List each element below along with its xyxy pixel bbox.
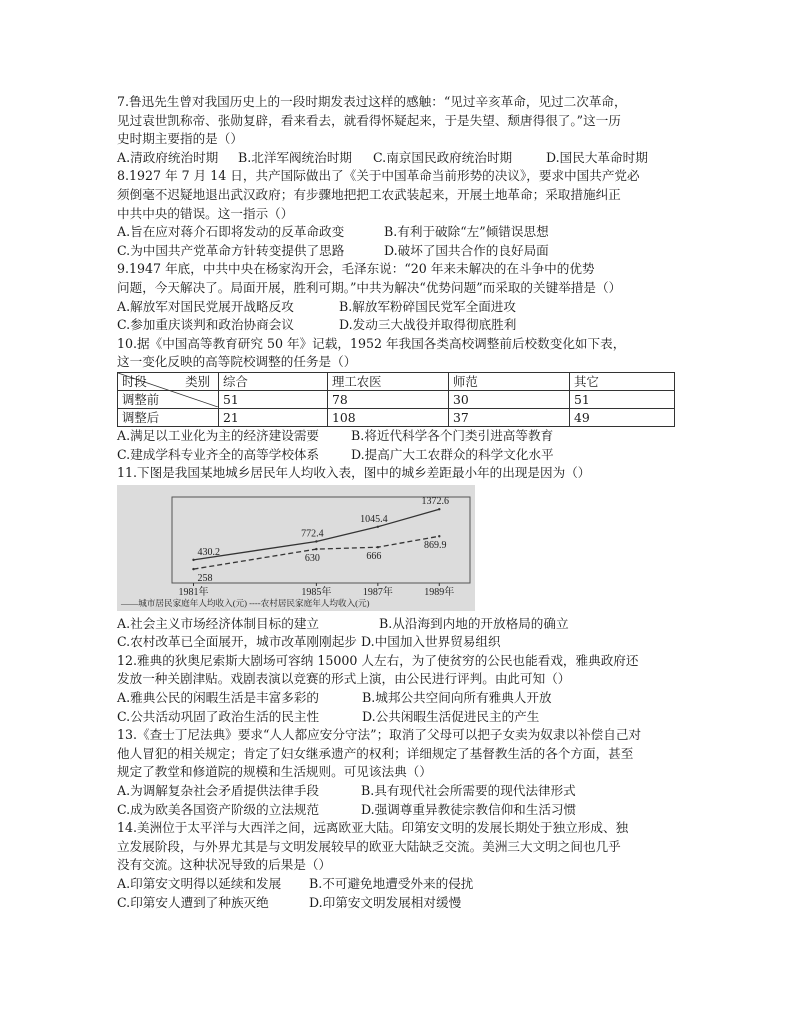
q9-option-c[interactable]: C.参加重庆谈判和政治协商会议 [117,317,294,333]
q9-option-d[interactable]: D.发动三大战役并取得彻底胜利 [339,317,517,333]
q12-option-c[interactable]: C.公共活动巩固了政治生活的民主性 [117,708,320,724]
q12-options-row-1 [117,689,682,708]
rural-income-label: 630 [304,552,320,564]
corner-top-label: 类别 [185,373,210,389]
q9-options-row-1 [117,298,682,317]
q10-stem-line-2: 这一变化反映的高等院校调整的任务是（） [117,354,357,370]
q13-options-row-1 [117,782,682,801]
rural-income-point [438,535,440,537]
q8-option-c[interactable]: C.为中国共产党革命方针转变提供了思路 [117,242,345,258]
table-header-cell: 综合 [219,372,328,390]
q14-option-c[interactable]: C.印第安人遭到了种族灭绝 [117,894,269,910]
table-cell: 51 [570,390,675,408]
table-cell: 37 [449,408,570,426]
table-header-row [118,372,675,390]
q10-option-d[interactable]: D.提高广大工农群众的科学文化水平 [351,446,554,462]
q13-option-a[interactable]: A.为调解复杂社会矛盾提供法律手段 [117,783,320,799]
question-9 [117,260,682,334]
q13-option-d[interactable]: D.强调尊重异教徒宗教信仰和生活习惯 [361,801,577,817]
q7-options [117,149,682,168]
q7-stem-line-3: 史时期主要指的是（） [117,131,243,147]
table-cell: 30 [449,390,570,408]
table-header-cell: 理工农医 [328,372,449,390]
q9-stem-line-2: 问题，今天解决了。局面开展，胜利可期。”中共为解决“优势问题”而采取的关键举措是（） [117,279,622,295]
rural-income-point [315,548,317,550]
q12-option-a[interactable]: A.雅典公民的闲暇生活是丰富多彩的 [117,690,320,706]
q11-option-b[interactable]: B.从沿海到内地的开放格局的确立 [379,615,569,631]
q7-option-a[interactable]: A.清政府统治时期 [117,149,219,165]
q11-stem-line-1: 11.下图是我国某地城乡居民年人均收入表，图中的城乡差距最小年的出现是因为（） [117,465,591,481]
q11-option-a[interactable]: A.社会主义市场经济体制目标的建立 [117,615,320,631]
q13-option-b[interactable]: B.具有现代社会所需要的现代法律形式 [361,783,576,799]
q9-options-row-2 [117,316,682,335]
table-cell: 51 [219,390,328,408]
question-12 [117,652,682,726]
q12-option-d[interactable]: D.公共闲暇生活促进民主的产生 [362,708,540,724]
rural-income-label: 666 [366,550,382,562]
question-10 [117,335,682,464]
q12-option-b[interactable]: B.城邦公共空间向所有雅典人开放 [362,690,552,706]
urban-income-point [377,525,379,527]
urban-income-point [315,540,317,542]
q9-option-a[interactable]: A.解放军对国民党展开战略反攻 [117,298,294,314]
q8-stem-line-3: 中共中央的错误。这一指示（） [117,205,294,221]
rural-income-label: 258 [197,572,213,584]
q10-table [117,372,675,427]
corner-bottom-label: 时段 [122,373,147,389]
exam-page [117,93,682,912]
q14-options-row-1 [117,875,682,894]
q11-option-c[interactable]: C.农村改革已全面展开，城市改革刚刚起步 [117,634,357,650]
table-cell: 78 [328,390,449,408]
q11-options-row-1 [117,615,682,634]
urban-income-label: 1372.6 [421,495,450,507]
q8-options-row-2 [117,242,682,261]
question-14 [117,819,682,912]
question-11 [117,464,682,652]
q14-stem-line-3: 没有交流。这种状况导致的后果是（） [117,857,332,873]
q11-options-row-2 [117,633,682,652]
q8-stem-line-2: 须倒毫不迟疑地退出武汉政府；有步骤地把把工农武装起来，开展土地革命；采取措施纠正 [117,186,621,202]
q9-option-b[interactable]: B.解放军粉碎国民党军全面进攻 [339,298,516,314]
urban-income-label: 772.4 [301,528,324,540]
q7-option-b[interactable]: B.北洋军阀统治时期 [238,149,353,165]
urban-income-label: 1045.4 [360,513,388,525]
table-header-cell: 师范 [449,372,570,390]
income-chart-svg [117,485,475,611]
table-cell: 108 [328,408,449,426]
q13-stem-line-2: 他人冒犯的相关规定；肯定了妇女继承遗产的权利；详细规定了基督教生活的各个方面，甚至 [117,745,634,761]
urban-income-point [438,508,440,510]
q13-options-row-2 [117,801,682,820]
q7-option-d[interactable]: D.国民大革命时期 [546,149,648,165]
q10-options-row-1 [117,427,682,446]
table-row [118,408,675,426]
question-7 [117,93,682,167]
q8-option-b[interactable]: B.有利于破除“左”倾错误思想 [384,224,549,240]
q12-stem-line-2: 发放一种关剧津贴。戏剧表演以竞赛的形式上演，由公民进行评判。由此可知（） [117,671,571,687]
table-header-cell: 其它 [570,372,675,390]
table-row-label: 调整后 [118,408,219,426]
q14-stem-line-2: 立发展阶段，与外界尤其是与文明发展较早的欧亚大陆缺乏交流。美洲三大文明之间也几乎 [117,838,621,854]
x-axis-tick-label: 1985年 [301,586,332,598]
question-13 [117,726,682,819]
q7-stem-line-1: 7.鲁迅先生曾对我国历史上的一段时期发表过这样的感触：“见过辛亥革命，见过二次革命， [117,94,627,109]
q14-stem-line-1: 14.美洲位于太平洋与大西洋之间，远离欧亚大陆。印第安文明的发展长期处于独立形成、独 [117,820,629,836]
x-axis-tick-label: 1987年 [362,586,393,598]
q10-stem-line-1: 10.据《中国高等教育研究 50 年》记载，1952 年我国各类高校调整前后校数变化如下表， [117,335,626,351]
q13-stem-line-1: 13.《查士丁尼法典》要求“人人都应安分守法”；取消了父母可以把子女卖为奴隶以补偿自己对 [117,727,642,743]
q12-options-row-2 [117,708,682,727]
table-cell: 49 [570,408,675,426]
q10-option-c[interactable]: C.建成学科专业齐全的高等学校体系 [117,446,320,462]
x-axis-tick-label: 1981年 [178,586,209,598]
q10-option-a[interactable]: A.满足以工业化为主的经济建设需要 [117,427,320,443]
q10-options-row-2 [117,446,682,465]
q14-option-b[interactable]: B.不可避免地遭受外来的侵扰 [309,876,474,891]
q9-stem-line-1: 9.1947 年底，中共中央在杨家沟开会，毛泽东说：“20 年来未解决的在斗争中的优势 [117,261,595,277]
q11-option-d[interactable]: D.中国加入世界贸易组织 [361,634,501,650]
q14-option-a[interactable]: A.印第安文明得以延续和发展 [117,876,282,891]
rural-income-label: 869.9 [424,539,447,551]
q8-option-a[interactable]: A.旨在应对蒋介石即将发动的反革命政变 [117,224,345,240]
q12-stem-line-1: 12.雅典的狄奥尼索斯大剧场可容纳 15000 人左右，为了使贫穷的公民也能看戏，雅典政府还 [117,652,639,668]
q14-option-d[interactable]: D.印第安文明发展相对缓慢 [309,894,462,910]
question-8 [117,167,682,260]
table-corner-cell [118,372,219,390]
q14-options-row-2 [117,894,682,913]
table-row-label: 调整前 [118,390,219,408]
q7-option-c[interactable]: C.南京国民政府统治时期 [373,149,513,165]
income-line-chart [117,485,475,611]
rural-income-point [192,568,194,570]
q8-option-d[interactable]: D.破坏了国共合作的良好局面 [384,242,549,258]
q8-options-row-1 [117,223,682,242]
urban-income-point [192,558,194,560]
table-cell: 21 [219,408,328,426]
x-axis-tick-label: 1989年 [424,586,455,598]
chart-legend: ——城市居民家庭年人均收入(元) ----农村居民家庭年人均收入(元) [121,597,370,608]
q7-stem-line-2: 见过袁世凯称帝、张勋复辟，看来看去，就看得怀疑起来，于是失望、颓唐得很了。”这一历 [117,112,621,128]
q13-stem-line-3: 规定了教堂和修道院的规模和生活规则。可见该法典（） [117,764,432,780]
q13-option-c[interactable]: C.成为欧美各国资产阶级的立法规范 [117,801,320,817]
q8-stem-line-1: 8.1927 年 7 月 14 日，共产国际做出了《关于中国革命当前形势的决议》，要求中国共产党必 [117,168,640,184]
urban-income-label: 430.2 [197,546,221,558]
q10-option-b[interactable]: B.将近代科学各个门类引进高等教育 [351,427,554,443]
rural-income-point [377,546,379,548]
